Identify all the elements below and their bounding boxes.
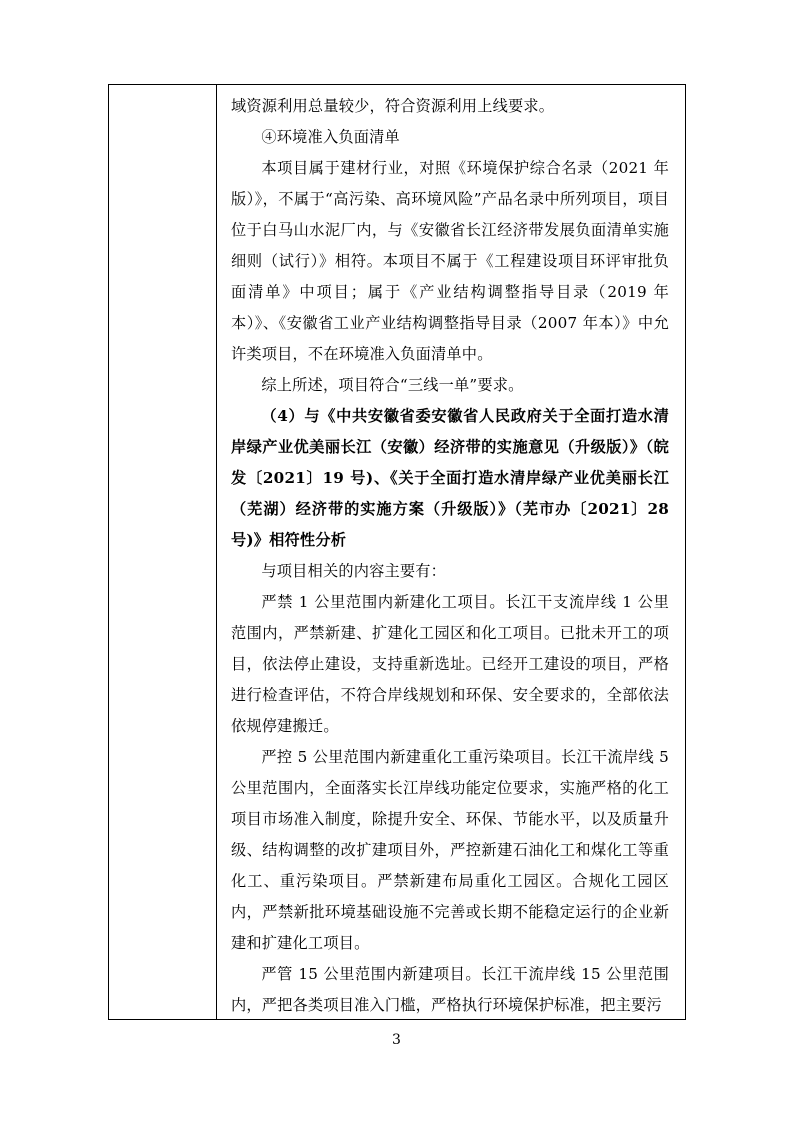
paragraph-summary: 综上所述，项目符合“三线一单”要求。 (261, 376, 524, 394)
content-table (108, 84, 686, 1020)
paragraph-project-industry: 本项目属于建材行业，对照《环境保护综合名录（2021 年版）》，不属于“高污染、高环境风险”产品名录中所列项目，项目位于白马山水泥厂内，与《安徽省长江经济带发展负面清单实施细则（试行）》相符。本项目不属于《工程建设项目环评审批负面清单》中项目；属于《产业结构调整指导目录（2019 年本）》、《安徽省工业产业结构调整指导目录（2007 年本）》中允许类项目，不在环境准入负面清单中。 (231, 159, 669, 363)
paragraph-policy-compliance-heading: （4）与《中共安徽省委安徽省人民政府关于全面打造水清岸绿产业优美丽长江（安徽）经济带的实施意见（升级版）》（皖发〔2021〕19 号)、《关于全面打造水清岸绿产业优美丽长江（芜湖）经济带的实施方案（升级版）》（芜市办〔2021〕28 号)》相符性分析 (231, 407, 669, 549)
table-left-column (109, 85, 217, 1019)
paragraph-manage-15km: 严管 15 公里范围内新建项目。长江干流岸线 15 公里范围内，严把各类项目准入门槛，严格执行环境保护标准，把主要污 (231, 965, 669, 1014)
paragraph-negative-list-heading: ④环境准入负面清单 (261, 128, 400, 146)
page-number: 3 (392, 1032, 401, 1048)
paragraph-control-5km: 严控 5 公里范围内新建重化工重污染项目。长江干流岸线 5 公里范围内，全面落实长江岸线功能定位要求，实施严格的化工项目市场准入制度，除提升安全、环保、节能水平，以及质量升级、结构调整的改扩建项目外，严控新建石油化工和煤化工等重化工、重污染项目。严禁新建布局重化工园区。合规化工园区内，严禁新批环境基础设施不完善或长期不能稳定运行的企业新建和扩建化工项目。 (231, 748, 669, 952)
paragraph-ban-1km: 严禁 1 公里范围内新建化工项目。长江干支流岸线 1 公里范围内，严禁新建、扩建化工园区和化工项目。已批未开工的项目，依法停止建设，支持重新选址。已经开工建设的项目，严格进行检查评估，不符合岸线规划和环保、安全要求的，全部依法依规停建搬迁。 (231, 593, 669, 735)
paragraph-resource-usage: 域资源利用总量较少，符合资源利用上线要求。 (231, 97, 555, 115)
table-right-column (217, 85, 685, 1019)
paragraph-related-content: 与项目相关的内容主要有： (261, 562, 447, 580)
